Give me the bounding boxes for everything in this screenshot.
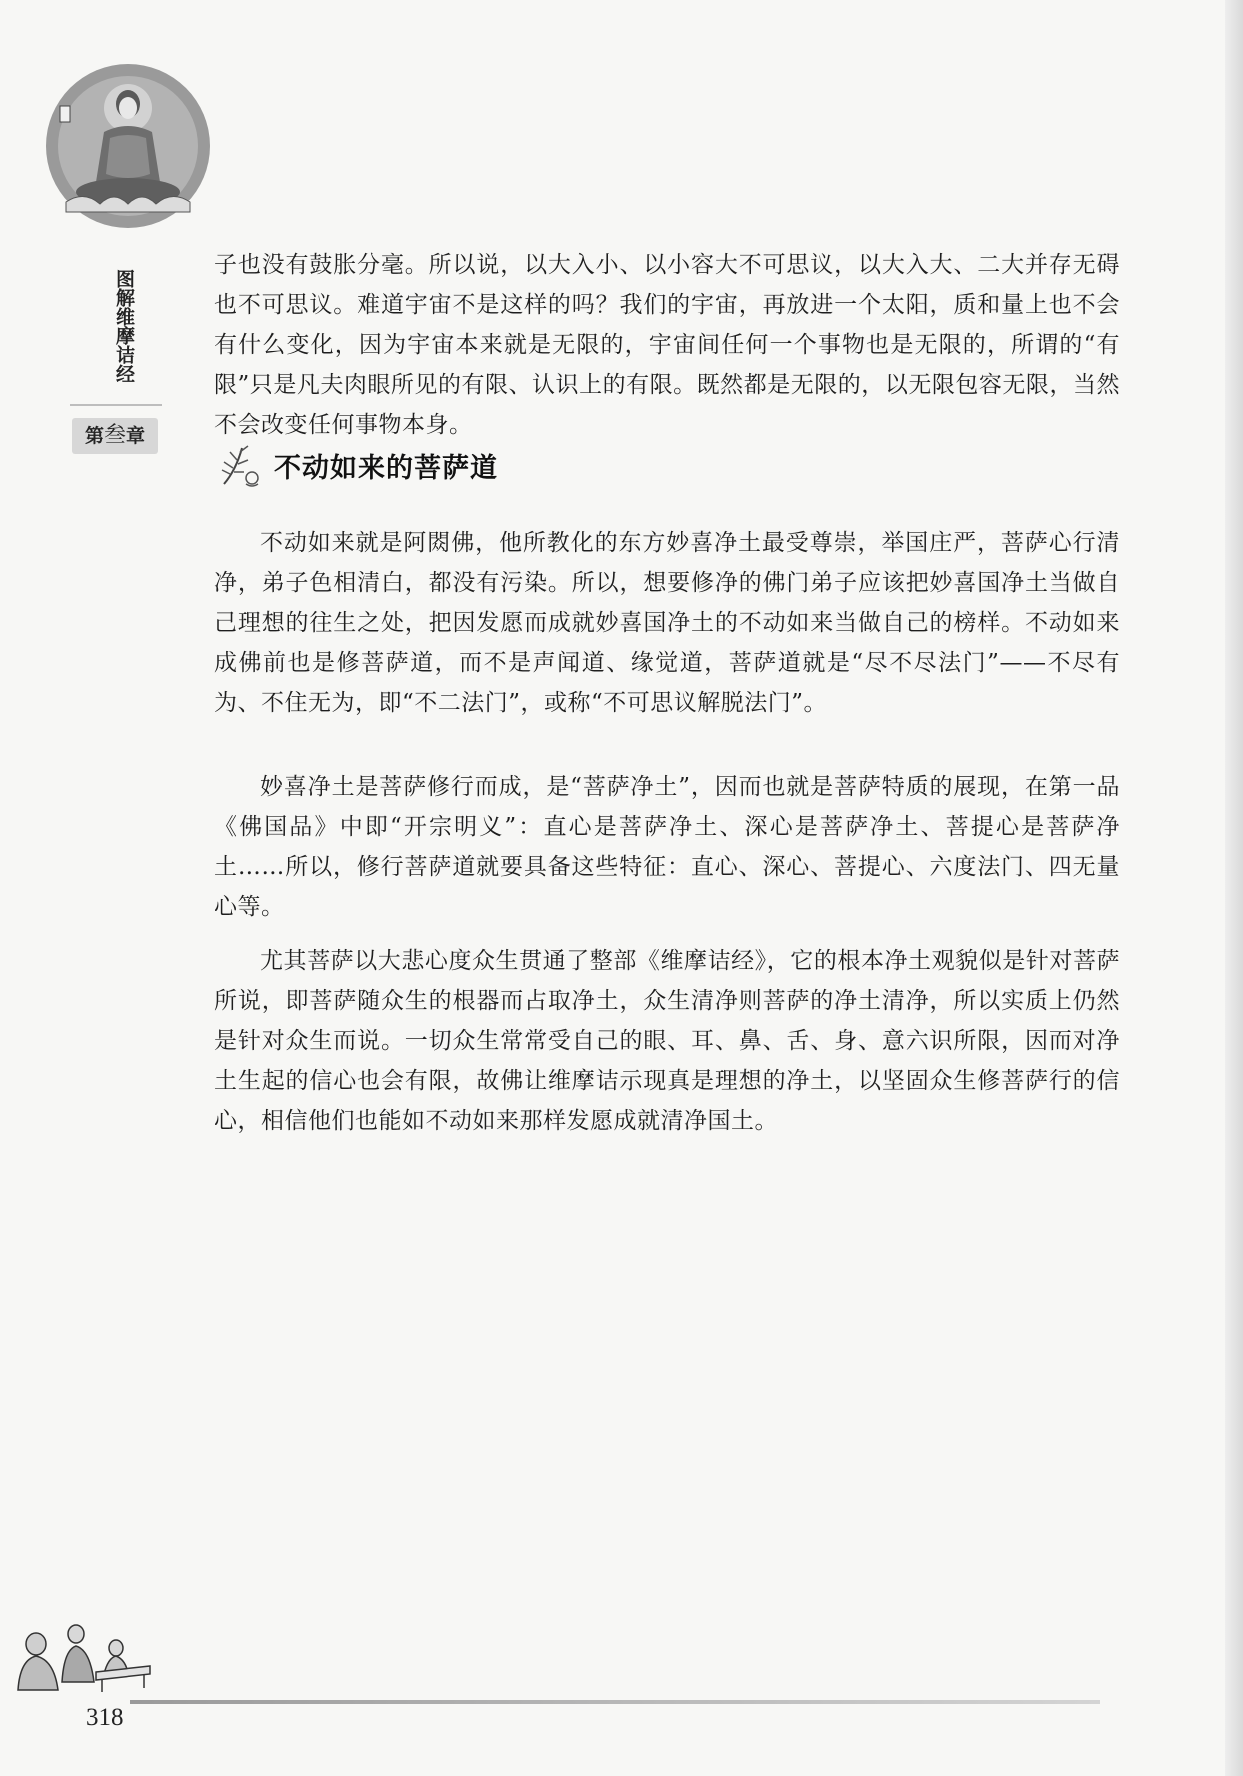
book-title-vertical: 图解维摩诘经 bbox=[113, 269, 135, 383]
body-paragraph-1: 子也没有鼓胀分毫。所以说，以大入小、以小容大不可思议，以大入大、二大并存无碍也不可思议。难道宇宙不是这样的吗？我们的宇宙，再放进一个太阳，质和量上也不会有什么变化，因为宇宙本来就是无限的，宇宙间任何一个事物也是无限的，所谓的“有限”只是凡夫肉眼所见的有限、认识上的有限。既然都是无限的，以无限包容无限，当然不会改变任何事物本身。 bbox=[214, 252, 1120, 438]
buddha-medallion-illustration bbox=[44, 62, 212, 230]
chapter-number: 叁 bbox=[103, 423, 126, 448]
pine-branch-icon bbox=[218, 440, 264, 490]
body-paragraph-4: 尤其菩萨以大悲心度众生贯通了整部《维摩诘经》，它的根本净土观貌似是针对菩萨所说，即菩萨随众生的根器而占取净土，众生清净则菩萨的净土清净，所以实质上仍然是针对众生而说。一切众生常常受自己的眼、耳、鼻、舌、身、意六识所限，因而对净土生起的信心也会有限，故佛让维摩诘示现真是理想的净土，以坚固众生修菩萨行的信心，相信他们也能如不动如来那样发愿成就清净国土。 bbox=[214, 948, 1120, 1134]
chapter-tab bbox=[72, 418, 158, 454]
page-number: 318 bbox=[86, 1704, 124, 1731]
body-paragraph-3: 妙喜净土是菩萨修行而成，是“菩萨净土”，因而也就是菩萨特质的展现，在第一品《佛国品》中即“开宗明义”：直心是菩萨净土、深心是菩萨净土、菩提心是菩萨净土……所以，修行菩萨道就要具备这些特征：直心、深心、菩提心、六度法门、四无量心等。 bbox=[214, 774, 1120, 920]
scholars-footer-illustration bbox=[4, 1604, 154, 1694]
section-title: 不动如来的菩萨道 bbox=[274, 452, 498, 484]
footer-rule bbox=[130, 1700, 1100, 1704]
page-edge-shadow bbox=[1225, 0, 1243, 1776]
sidebar-divider bbox=[70, 404, 162, 406]
chapter-prefix: 第 bbox=[84, 425, 104, 447]
section-heading bbox=[218, 440, 498, 490]
body-paragraph-2: 不动如来就是阿閦佛，他所教化的东方妙喜净土最受尊崇，举国庄严，菩萨心行清净，弟子色相清白，都没有污染。所以，想要修净的佛门弟子应该把妙喜国净土当做自己理想的往生之处，把因发愿而成就妙喜国净土的不动如来当做自己的榜样。不动如来成佛前也是修菩萨道，而不是声闻道、缘觉道，菩萨道就是“尽不尽法门”——不尽有为、不住无为，即“不二法门”，或称“不可思议解脱法门”。 bbox=[214, 530, 1120, 716]
chapter-suffix: 章 bbox=[126, 425, 146, 447]
